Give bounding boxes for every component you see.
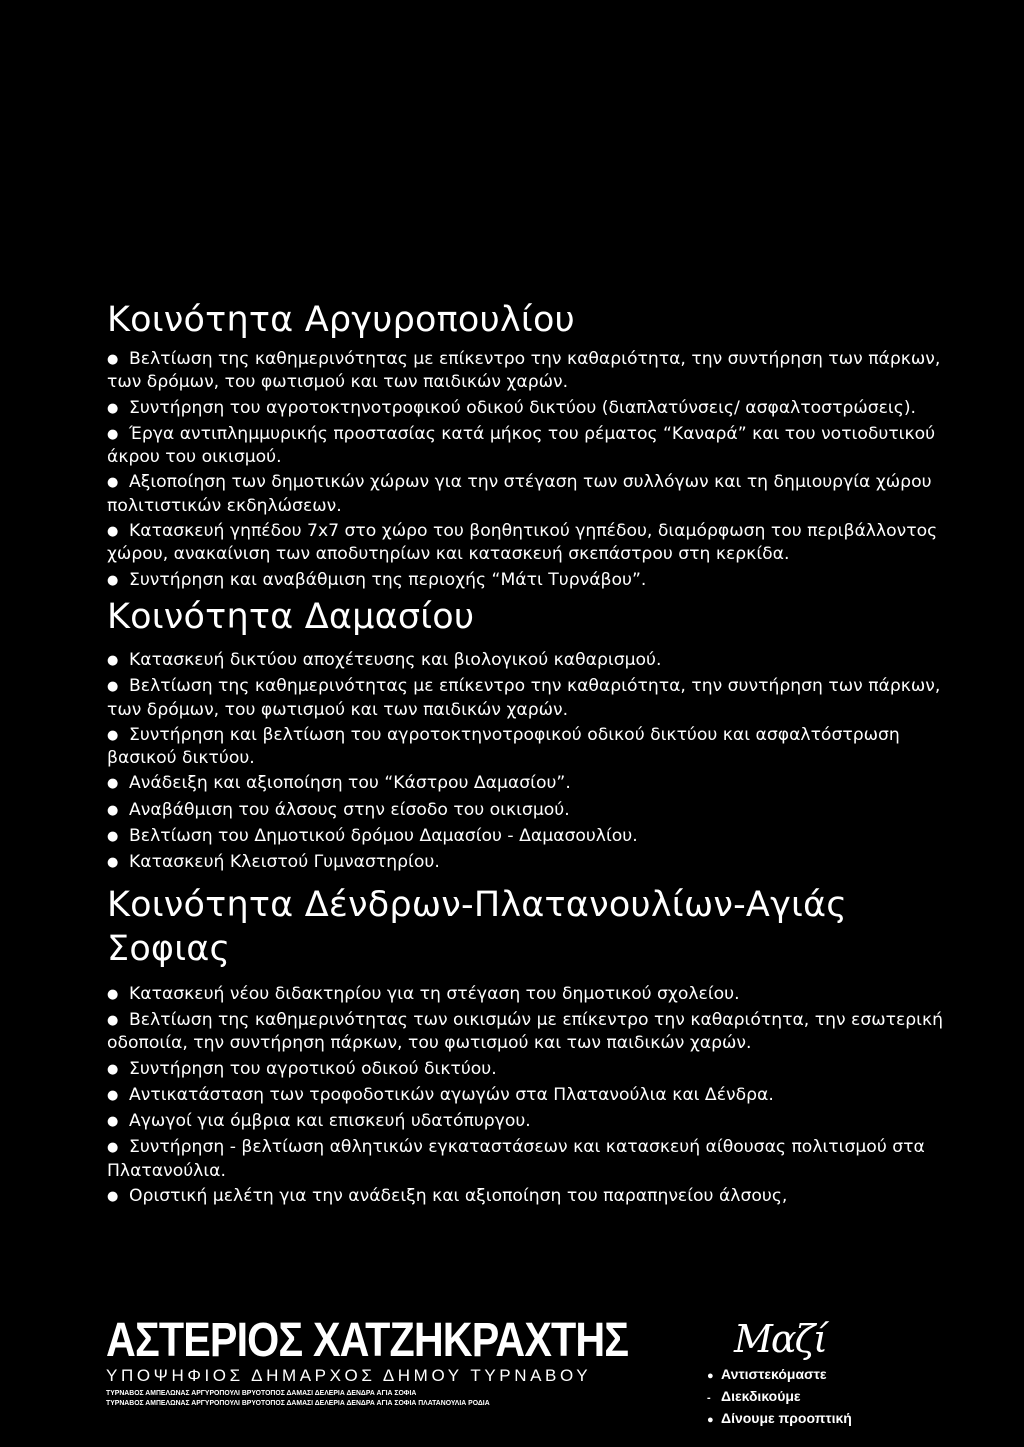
bullet-icon: ● bbox=[107, 652, 119, 668]
bullet-icon: ● bbox=[107, 679, 119, 695]
slogan-item: ● Δίνουμε προοπτική bbox=[707, 1408, 967, 1430]
bullet-icon: ● bbox=[707, 1370, 714, 1382]
list-item: ● Ανάδειξη και αξιοποίηση του “Κάστρου Δαμασίου”. bbox=[107, 772, 967, 795]
bullet-icon: ● bbox=[107, 1140, 119, 1156]
candidate-places bbox=[106, 1389, 616, 1409]
list-item: ● Βελτίωση της καθημερινότητας με επίκεντρο την καθαριότητα, την συντήρηση των πάρκων, των δρόμων, του φωτισμού και των παιδικών χαρών. bbox=[107, 676, 941, 720]
list-dendra bbox=[107, 983, 967, 1209]
list-item: ● Συντήρηση και αναβάθμιση της περιοχής “Μάτι Τυρνάβου”. bbox=[107, 569, 967, 592]
bullet-icon: ● bbox=[107, 986, 119, 1002]
list-item: ● Κατασκευή δικτύου αποχέτευσης και βιολογικού καθαρισμού. bbox=[107, 649, 967, 672]
list-item: ● Βελτίωση της καθημερινότητας των οικισμών με επίκεντρο την καθαριότητα, την εσωτερική οδοποιία, την συντήρηση πάρκων, του φωτισμού και των παιδικών χαρών. bbox=[107, 1009, 943, 1054]
slogans bbox=[707, 1364, 967, 1430]
bullet-icon: ● bbox=[107, 572, 119, 588]
candidate-role: ΥΠΟΨΗΦΙΟΣ ΔΗΜΑΡΧΟΣ ΔΗΜΟΥ ΤΥΡΝΑΒΟΥ bbox=[106, 1366, 592, 1385]
bullet-icon: ● bbox=[107, 1087, 119, 1103]
list-item: ● Συντήρηση - βελτίωση αθλητικών εγκαταστάσεων και κατασκευή αίθουσας πολιτισμού στα Πλατανούλια. bbox=[107, 1137, 925, 1181]
logo-text: Μαζί bbox=[734, 1317, 827, 1361]
bullet-icon: ● bbox=[107, 802, 119, 818]
bullet-icon: ● bbox=[107, 829, 119, 845]
bullet-icon: ● bbox=[107, 727, 119, 743]
list-item: ● Βελτίωση του Δημοτικού δρόμου Δαμασίου - Δαμασουλίου. bbox=[107, 825, 967, 848]
campaign-footer bbox=[106, 1316, 986, 1436]
list-argyropouli bbox=[107, 348, 967, 592]
list-item: ● Αντικατάσταση των τροφοδοτικών αγωγών στα Πλατανούλια και Δένδρα. bbox=[107, 1084, 967, 1107]
bullet-icon: ● bbox=[107, 352, 119, 367]
list-item: ● Αναβάθμιση του άλσους στην είσοδο του οικισμού. bbox=[107, 799, 967, 822]
list-item: ● Συντήρηση και βελτίωση του αγροτοκτηνοτροφικού οδικού δικτύου και ασφαλτόστρωση βασικού δικτύου. bbox=[107, 724, 900, 769]
bullet-icon: ● bbox=[107, 426, 119, 442]
bullet-icon: ● bbox=[107, 855, 119, 871]
bullet-icon: ● bbox=[107, 475, 119, 491]
bullet-icon: ● bbox=[707, 1414, 714, 1426]
list-damasi bbox=[107, 649, 967, 875]
section-title-dendra: Κοινότητα Δένδρων-Πλατανουλίων-Αγιάς Σοφιας bbox=[107, 884, 848, 969]
list-item: ● Κατασκευή γηπέδου 7x7 στο χώρο του βοηθητικού γηπέδου, διαμόρφωση του περιβάλλοντος χώρου, ανακαίνιση των αποδυτηρίων και κατασκευή σκεπάστρου στη κερκίδα. bbox=[107, 521, 938, 565]
bullet-icon: ● bbox=[107, 1114, 119, 1130]
list-item: ● Κατασκευή νέου διδακτηρίου για τη στέγαση του δημοτικού σχολείου. bbox=[107, 983, 967, 1006]
bullet-icon: ● bbox=[107, 524, 119, 540]
section-title-damasi: Κοινότητα Δαμασίου bbox=[107, 596, 475, 637]
main-content bbox=[107, 298, 967, 1211]
list-item: ● Οριστική μελέτη για την ανάδειξη και αξιοποίηση του παραπηνείου άλσους, bbox=[107, 1185, 967, 1208]
places-line-2: ΤΥΡΝΑΒΟΣ ΑΜΠΕΛΩΝΑΣ ΑΡΓΥΡΟΠΟΥΛΙ ΒΡΥΟΤΟΠΟΣ ΔΑΜΑΣΙ ΔΕΛΕΡΙΑ ΔΕΝΔΡΑ ΑΓΙΑ ΣΟΦΙΑ ΠΛΑΤΑΝΟΥΛΙΑ ΡΟΔΙΑ bbox=[106, 1400, 490, 1407]
bullet-icon: ● bbox=[107, 1012, 119, 1028]
list-item: ● Κατασκευή Κλειστού Γυμναστηρίου. bbox=[107, 851, 967, 874]
bullet-icon: ● bbox=[107, 400, 119, 416]
list-item: ● Συντήρηση του αγροτικού οδικού δικτύου. bbox=[107, 1058, 967, 1081]
list-item: ● Αγωγοί για όμβρια και επισκευή υδατόπυργου. bbox=[107, 1110, 967, 1133]
places-line-1: ΤΥΡΝΑΒΟΣ ΑΜΠΕΛΩΝΑΣ ΑΡΓΥΡΟΠΟΥΛΙ ΒΡΥΟΤΟΠΟΣ ΔΑΜΑΣΙ ΔΕΛΕΡΙΑ ΔΕΝΔΡΑ ΑΓΙΑ ΣΟΦΙΑ bbox=[106, 1390, 417, 1397]
list-item: ● Βελτίωση της καθημερινότητας με επίκεντρο την καθαριότητα, την συντήρηση των πάρκων, των δρόμων, του φωτισμού και των παιδικών χαρών. bbox=[107, 349, 941, 393]
section-title-argyropouli: Κοινότητα Αργυροπουλίου bbox=[107, 300, 576, 340]
list-item: ● Συντήρηση του αγροτοκτηνοτροφικού οδικού δικτύου (διαπλατύνσεις/ ασφαλτοστρώσεις). bbox=[107, 397, 967, 420]
slogan-item: ● Αντιστεκόμαστε bbox=[707, 1364, 967, 1386]
list-item: ● Έργα αντιπλημμυρικής προστασίας κατά μήκος του ρέματος “Καναρά” και του νοτιοδυτικού άκρου του οικισμού. bbox=[107, 423, 936, 468]
bullet-icon: ● bbox=[107, 1189, 119, 1205]
dash-icon: - bbox=[707, 1392, 711, 1404]
slogan-item: - Διεκδικούμε bbox=[707, 1386, 967, 1408]
bullet-icon: ● bbox=[107, 1061, 119, 1077]
list-item: ● Αξιοποίηση των δημοτικών χώρων για την στέγαση των συλλόγων και τη δημιουργία χώρου πολιτιστικών εκδηλώσεων. bbox=[107, 472, 932, 516]
candidate-name: ΑΣΤΕΡΙΟΣ ΧΑΤΖΗΚΡΑΧΤΗΣ bbox=[106, 1314, 629, 1367]
bullet-icon: ● bbox=[107, 776, 119, 792]
